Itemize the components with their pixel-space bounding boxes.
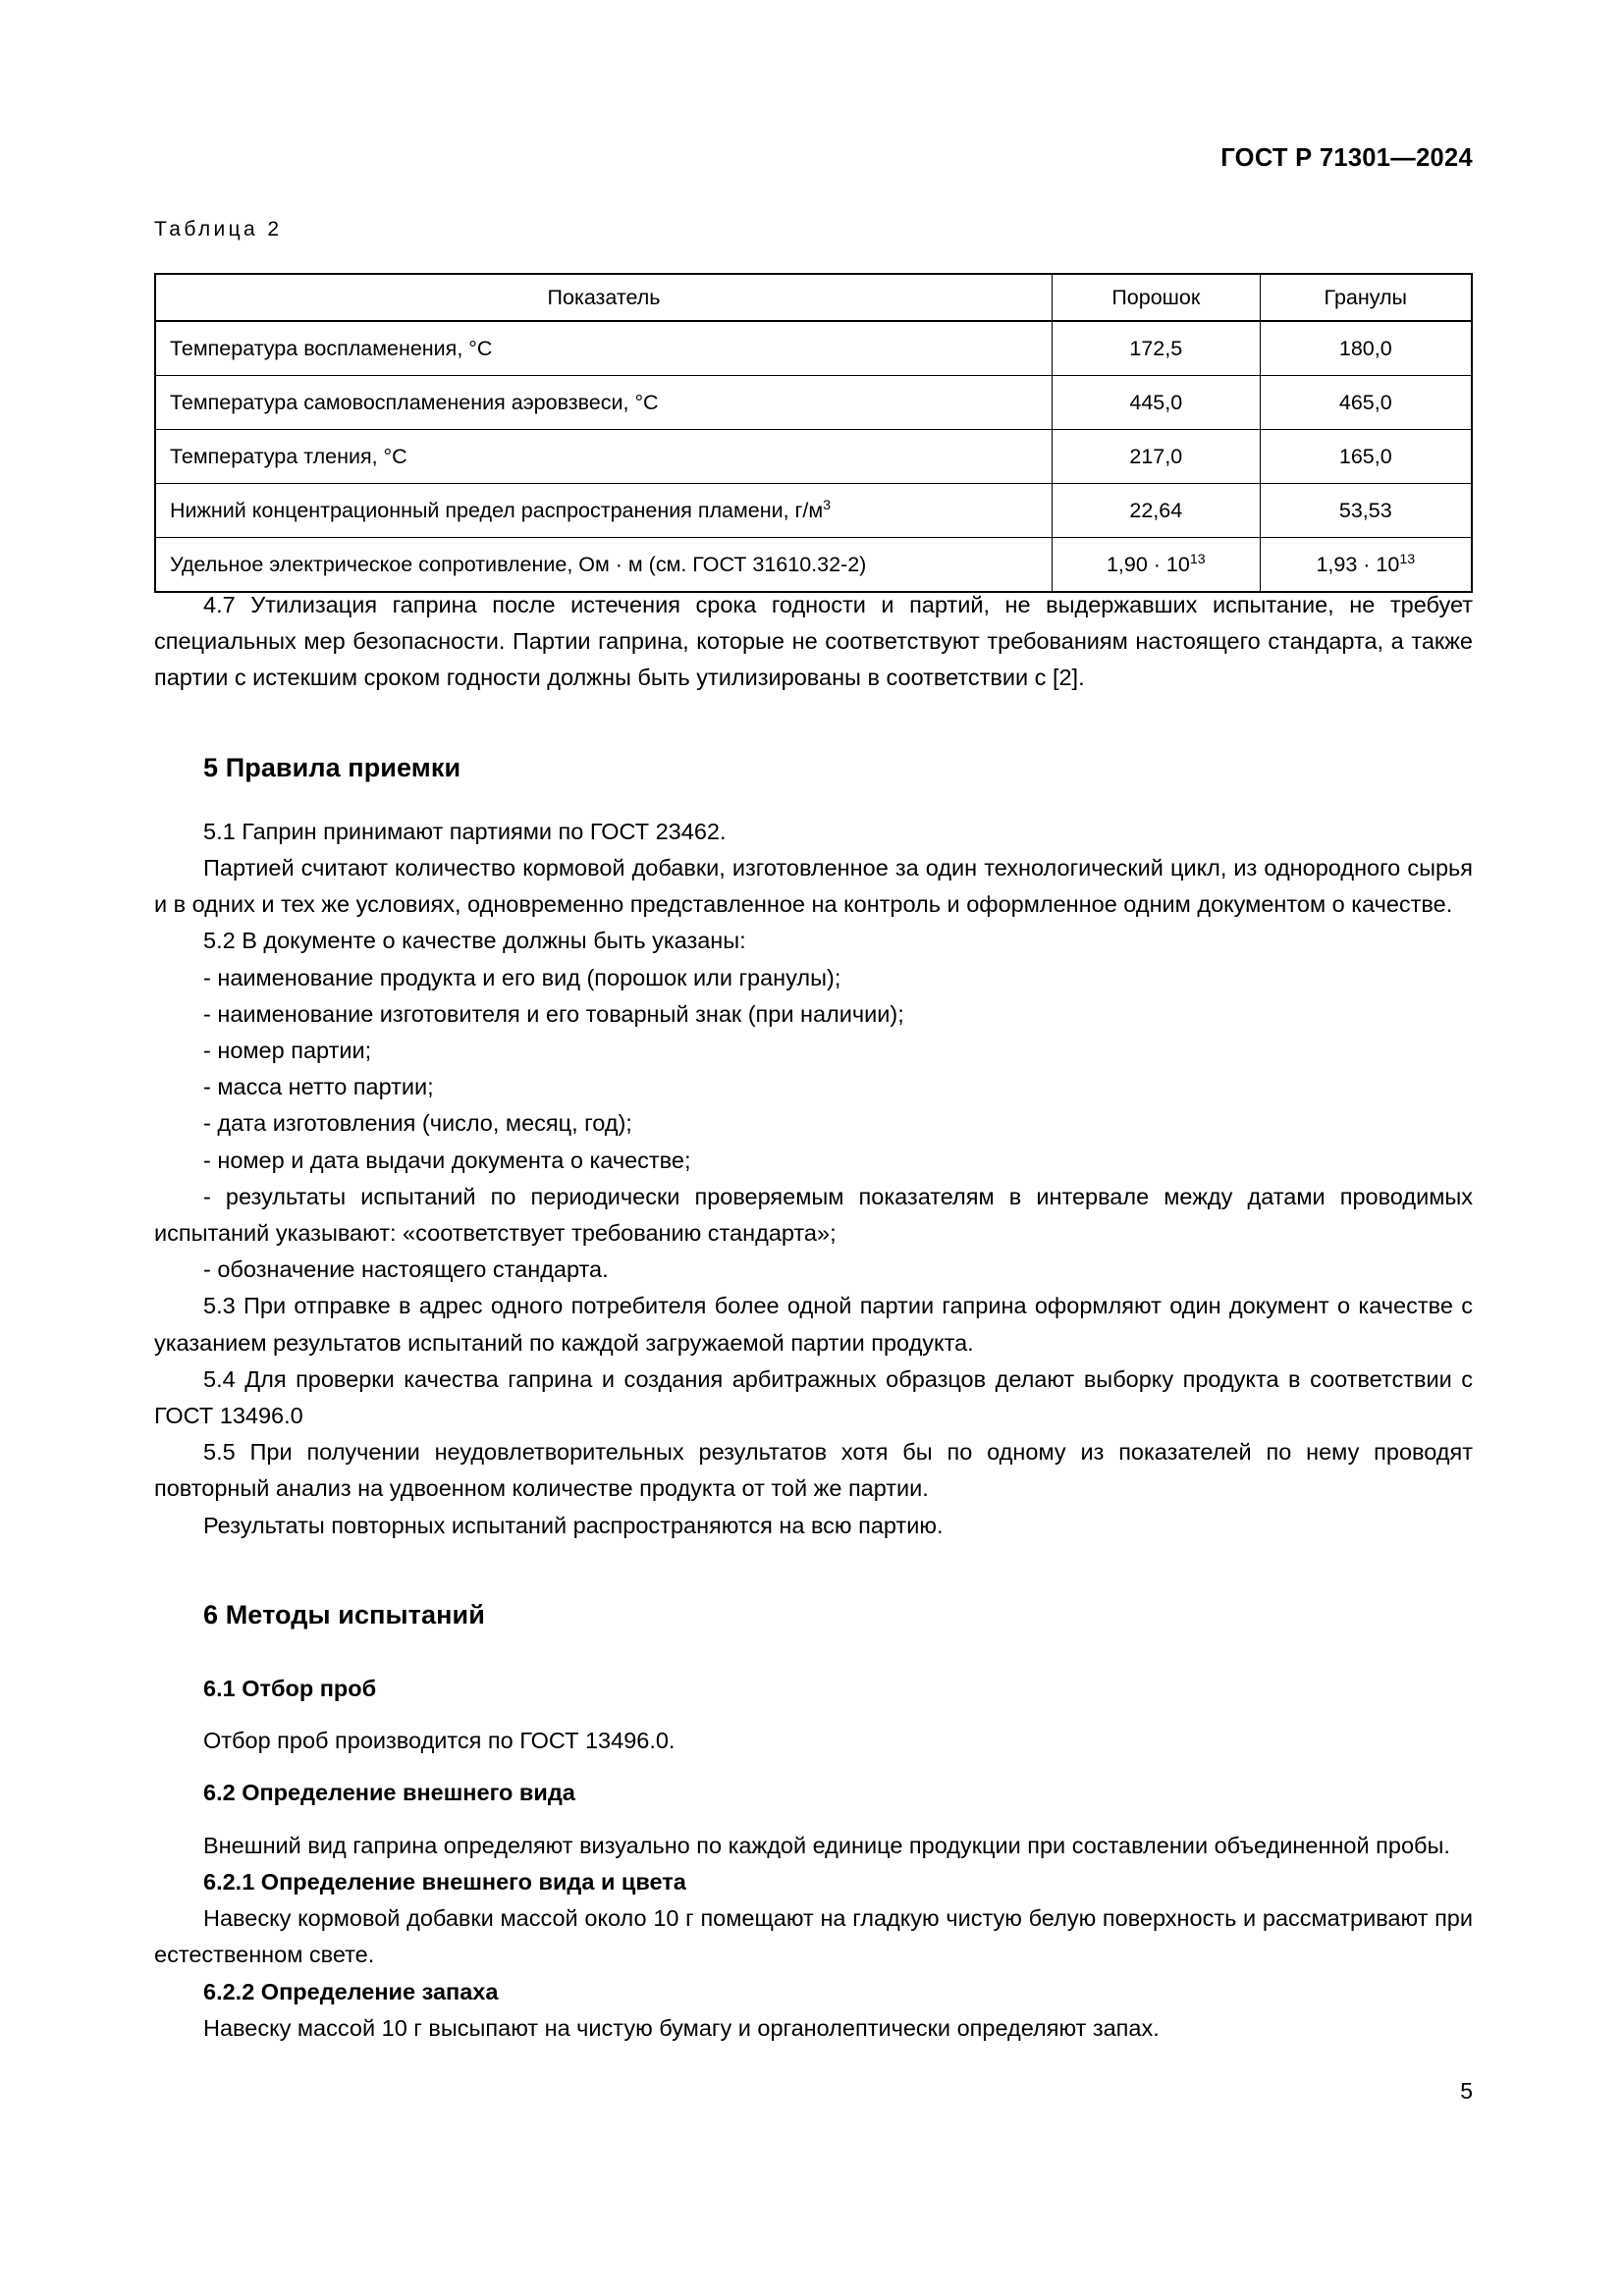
- page-number: 5: [1460, 2078, 1473, 2104]
- list-item: - номер партии;: [203, 1038, 372, 1064]
- paragraph-5-3: 5.3 При отправке в адрес одного потребителя более одной партии гаприна оформляют один документ о качестве с указанием результатов испытаний по каждой загружаемой партии продукта.: [154, 1293, 1473, 1356]
- paragraph-5-1b: Партией считают количество кормовой добавки, изготовленное за один технологический цикл, из однородного сырья и в одних и тех же условиях, одновременно представленное на контроль и оформленное одним документом о качестве.: [154, 855, 1473, 918]
- cell-granules-value: 180,0: [1260, 321, 1472, 376]
- table-row: [155, 484, 1472, 538]
- paragraph-5-4: 5.4 Для проверки качества гаприна и создания арбитражных образцов делают выборку продукта в соответствии с ГОСТ 13496.0: [154, 1365, 1473, 1429]
- subsection-heading-6-1: 6.1 Отбор проб: [203, 1676, 377, 1702]
- cell-powder-value: 445,0: [1053, 376, 1260, 430]
- column-header-powder: Порошок: [1053, 274, 1260, 321]
- section-heading-5: 5 Правила приемки: [203, 752, 461, 782]
- cell-indicator: Температура воспламенения, °С: [155, 321, 1053, 376]
- cell-powder-value: 217,0: [1053, 430, 1260, 484]
- list-item: - дата изготовления (число, месяц, год);: [203, 1110, 632, 1137]
- body-flow: [154, 587, 1473, 2047]
- cell-granules-value: 53,53: [1260, 484, 1472, 538]
- paragraph-5-1: 5.1 Гаприн принимают партиями по ГОСТ 23462.: [203, 818, 727, 844]
- cell-granules-value: 465,0: [1260, 376, 1472, 430]
- paragraph-5-5: 5.5 При получении неудовлетворительных результатов хотя бы по одному из показателей по нему проводят повторный анализ на удвоенном количестве продукта от той же партии.: [154, 1439, 1473, 1502]
- cell-granules-value: 165,0: [1260, 430, 1472, 484]
- spacer: [154, 1707, 1473, 1723]
- list-item: - масса нетто партии;: [203, 1074, 434, 1100]
- list-item: - наименование продукта и его вид (порошок или гранулы);: [203, 964, 841, 990]
- paragraph-5-5b: Результаты повторных испытаний распространяются на всю партию.: [203, 1512, 944, 1538]
- table-caption: Таблица 2: [154, 218, 283, 240]
- spacer: [154, 786, 1473, 814]
- cell-indicator: Удельное электрическое сопротивление, Ом · м (см. ГОСТ 31610.32-2): [155, 538, 1053, 593]
- spacer: [154, 1812, 1473, 1828]
- running-header: ГОСТ Р 71301—2024: [1220, 144, 1473, 172]
- table-row: [155, 376, 1472, 430]
- spacer: [154, 1544, 1473, 1597]
- spacer: [154, 1633, 1473, 1671]
- cell-indicator-superscript: 3: [823, 497, 832, 513]
- cell-powder-value: 22,64: [1053, 484, 1260, 538]
- column-header-granules: Гранулы: [1260, 274, 1472, 321]
- spacer: [154, 1759, 1473, 1775]
- spacer: [154, 697, 1473, 750]
- cell-granules-value: [1260, 538, 1472, 593]
- subsection-heading-6-2-1: 6.2.1 Определение внешнего вида и цвета: [203, 1868, 686, 1895]
- paragraph-6-1: Отбор проб производится по ГОСТ 13496.0.: [203, 1728, 676, 1754]
- table-header-row: [155, 274, 1472, 321]
- paragraph-5-2: 5.2 В документе о качестве должны быть указаны:: [203, 928, 746, 954]
- properties-table: [154, 273, 1473, 593]
- column-header-indicator: Показатель: [155, 274, 1053, 321]
- subsection-heading-6-2: 6.2 Определение внешнего вида: [203, 1780, 575, 1806]
- table-row: [155, 538, 1472, 593]
- table-row: [155, 430, 1472, 484]
- paragraph-6-2-2: Навеску массой 10 г высыпают на чистую бумагу и органолептически определяют запах.: [203, 2014, 1160, 2041]
- paragraph-6-2: Внешний вид гаприна определяют визуально по каждой единице продукции при составлении объединенной пробы.: [203, 1832, 1450, 1858]
- cell-powder-value: 172,5: [1053, 321, 1260, 376]
- table-header: [155, 274, 1472, 321]
- cell-indicator: Температура тления, °С: [155, 430, 1053, 484]
- cell-indicator: Температура самовоспламенения аэровзвеси, °С: [155, 376, 1053, 430]
- powder-exponent: 13: [1189, 551, 1206, 567]
- list-item: - наименование изготовителя и его товарный знак (при наличии);: [203, 1000, 904, 1027]
- cell-indicator: [155, 484, 1053, 538]
- granules-mantissa: 1,93 · 10: [1316, 552, 1400, 576]
- table-row: [155, 321, 1472, 376]
- list-item: - номер и дата выдачи документа о качестве;: [203, 1147, 691, 1173]
- list-item: - результаты испытаний по периодически проверяемым показателям в интервале между датами проводимых испытаний указывают: «соответствует требованию стандарта»;: [154, 1183, 1473, 1247]
- paragraph-4-7: 4.7 Утилизация гаприна после истечения срока годности и партий, не выдержавших испытание, не требует специальных мер безопасности. Партии гаприна, которые не соответствуют требованиям настоящего стандарта, а также партии с истекшим сроком годности должны быть утилизированы в соответствии с [2].: [154, 592, 1473, 691]
- cell-powder-value: [1053, 538, 1260, 593]
- subsection-heading-6-2-2: 6.2.2 Определение запаха: [203, 1978, 499, 2004]
- granules-exponent: 13: [1399, 551, 1416, 567]
- table-body: [155, 321, 1472, 592]
- paragraph-6-2-1: Навеску кормовой добавки массой около 10 г помещают на гладкую чистую белую поверхность и рассматривают при естественном свете.: [154, 1905, 1473, 1968]
- cell-indicator-text: Нижний концентрационный предел распространения пламени, г/м: [170, 498, 824, 522]
- section-heading-6: 6 Методы испытаний: [203, 1599, 485, 1629]
- powder-mantissa: 1,90 · 10: [1106, 552, 1190, 576]
- list-item: - обозначение настоящего стандарта.: [203, 1256, 609, 1283]
